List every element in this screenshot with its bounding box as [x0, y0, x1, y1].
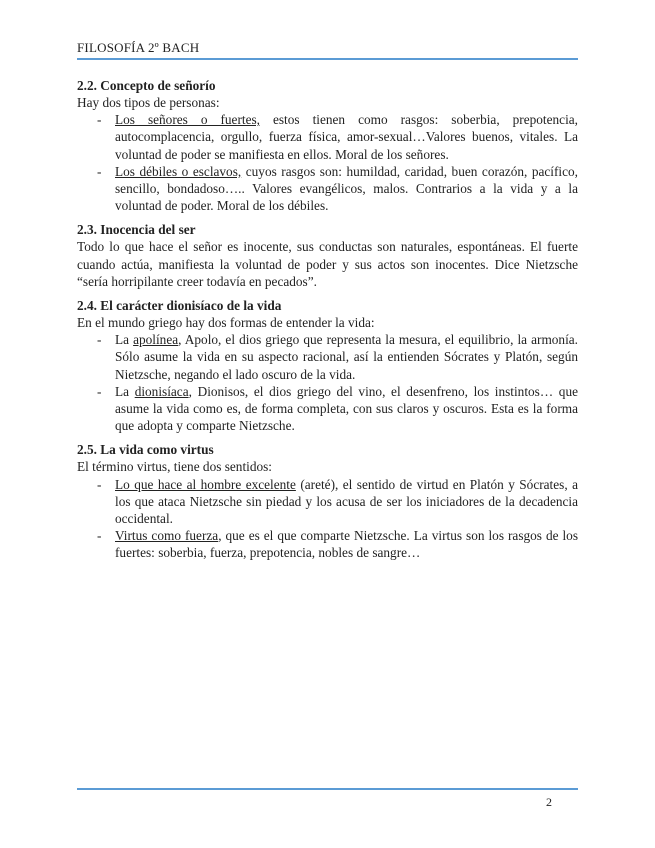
- bullet-dash: -: [97, 112, 102, 128]
- bullet-dash: -: [97, 476, 102, 492]
- section-intro: En el mundo griego hay dos formas de entender la vida:: [77, 315, 375, 331]
- section-inocencia-ser: [77, 221, 578, 290]
- footer-rule: [77, 788, 578, 790]
- item-term: Los señores o fuertes,: [115, 112, 260, 128]
- page-header: FILOSOFÍA 2º BACH: [77, 40, 200, 55]
- list-item: [77, 163, 578, 215]
- item-text: , Apolo, el dios griego que representa la mesura, el equilibrio, la armonía. Sólo asume la vida en su aspecto racional, así la entienden Sócrates y Platón, según Nietzsche, negando el lado oscuro de la vida.: [115, 332, 578, 382]
- list-item: [77, 111, 578, 163]
- section-heading: 2.3. Inocencia del ser: [77, 222, 196, 238]
- section-heading: 2.5. La vida como virtus: [77, 442, 214, 458]
- list-item: [77, 383, 578, 435]
- item-text: , que es el que comparte Nietzsche. La virtus son los rasgos de los fuertes: soberbia, fuerza, prepotencia, nobles de sangre…: [115, 528, 579, 561]
- item-term: dionisíaca: [134, 383, 189, 399]
- bullet-dash: -: [97, 332, 102, 348]
- list-item: [77, 476, 578, 528]
- item-prefix: La: [115, 383, 135, 399]
- bullet-list: [77, 331, 578, 434]
- item-text: cuyos rasgos son: humildad, caridad, buen corazón, pacífico, sencillo, bondadoso….. Valores evangélicos, malos. Contrarios a la vida y a la voluntad de poder. Moral de los débiles.: [115, 163, 578, 214]
- section-heading: 2.4. El carácter dionisíaco de la vida: [77, 298, 282, 314]
- list-item: [77, 331, 578, 383]
- list-item: [77, 527, 578, 561]
- header-rule: [77, 58, 578, 60]
- bullet-dash: -: [97, 528, 102, 544]
- bullet-dash: -: [97, 163, 102, 179]
- item-text: , Dionisos, el dios griego del vino, el desenfreno, los instintos… que asume la vida como es, de forma completa, con sus claros y oscuros. Esta es la forma que adopta y comparte Nietzsche.: [115, 383, 578, 434]
- section-caracter-dionisiaco: [77, 297, 578, 434]
- section-concepto-senorio: [77, 77, 578, 214]
- section-intro: Hay dos tipos de personas:: [77, 95, 220, 110]
- section-heading: 2.2. Concepto de señorío: [77, 78, 216, 93]
- item-term: Los débiles o esclavos,: [115, 163, 242, 179]
- section-vida-virtus: [77, 441, 578, 561]
- item-term: apolínea: [133, 332, 179, 348]
- item-text: (areté), el sentido de virtud en Platón y Sócrates, a los que ataca Nietzsche sin piedad y los acusa de ser los iniciadores de la decadencia occidental.: [115, 476, 578, 527]
- section-intro: El término virtus, tiene dos sentidos:: [77, 459, 272, 475]
- section-paragraph: Todo lo que hace el señor es inocente, sus conductas son naturales, espontáneas. El fuerte cuando actúa, manifiesta la voluntad de poder y sus actos son inocentes. Dice Nietzsche “sería horripilante creer todavía en pecados”.: [77, 239, 578, 289]
- page-number: 2: [546, 795, 552, 809]
- bullet-list: [77, 111, 578, 214]
- bullet-list: [77, 476, 578, 562]
- document-body: [77, 77, 578, 569]
- bullet-dash: -: [97, 383, 102, 399]
- item-term: Lo que hace al hombre excelente: [115, 476, 296, 492]
- item-text: estos tienen como rasgos: soberbia, prepotencia, autocomplacencia, orgullo, fuerza física, amor-sexual…Valores buenos, vitales. La voluntad de poder se manifiesta en ellos. Moral de los señores.: [115, 112, 578, 162]
- item-term: Virtus como fuerza: [115, 528, 219, 544]
- item-prefix: La: [115, 332, 134, 348]
